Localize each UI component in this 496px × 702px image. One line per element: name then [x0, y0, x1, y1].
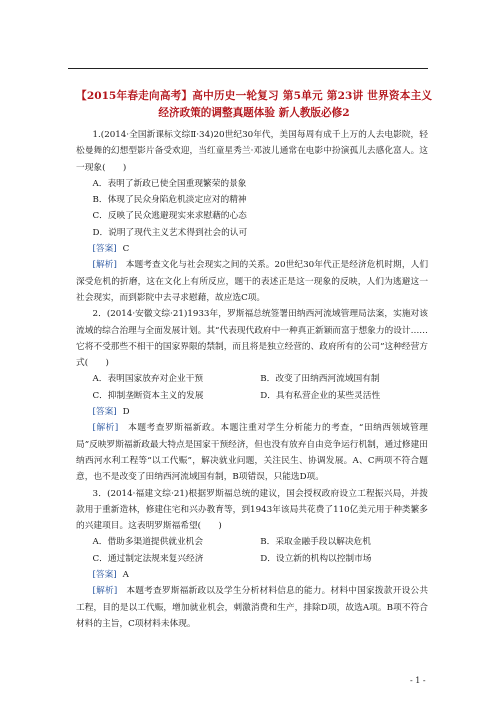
q3-option-d: D．设立新的机构以控制市场	[260, 553, 372, 564]
q1-option-c: C．反映了民众逃避现实来求慰藉的心态	[92, 211, 247, 222]
q3-analysis	[76, 583, 428, 632]
answer-value: A	[122, 570, 129, 581]
q1-stem: 1.(2014·全国新课标文综Ⅱ·34)20世纪30年代，美国每周有成千上万的人去电影院，轻松曼舞的幻想型影片备受欢迎，当红童星秀兰·邓波儿通常在电影中扮演孤儿去感化富人。这一现象( )	[76, 130, 428, 173]
q2-option-a: A．表明国家放弃对企业干预	[92, 374, 204, 385]
analysis-tag: [解析]	[92, 423, 119, 434]
q2-answer	[76, 404, 428, 420]
q1-option-a: A．表明了新政已使全国重现繁荣的景象	[92, 178, 247, 189]
q3-option-b: B．采取金融手段以解决危机	[260, 537, 371, 548]
q1-analysis	[76, 257, 428, 306]
analysis-tag: [解析]	[92, 586, 118, 597]
analysis-text: 本题考查罗斯福新政以及学生分析材料信息的能力。材料中国家拨款开设公共工程，目的是以工代赈，增加就业机会，刺激消费和生产，排除D项，故选A项。B项不符合材料的主旨，C项材料未体现。	[76, 586, 429, 629]
q2-option-b: B．改变了田纳西河流域国有制	[260, 374, 380, 385]
q3-options-row-1	[76, 534, 428, 550]
header-rule	[68, 68, 428, 69]
analysis-text: 本题考查文化与社会现实之间的关系。20世纪30年代正是经济危机时期，人们深受危机的折磨，这在文化上有所反应，题干的表述正是这一现象的反映，人们为逃避这一社会现实，而到影院中去寻求慰藉，故应选C项。	[76, 260, 429, 303]
answer-value: C	[122, 244, 130, 255]
q3-answer	[76, 567, 428, 583]
q2-option-c: C．抑制垄断资本主义的发展	[92, 390, 204, 401]
q3-stem: 3．(2014·福建文综·21)根据罗斯福总统的建议，国会授权政府设立工程振兴局，并拨款用于重新造林，修建住宅和兴办教育等，到1943年该局共花费了110亿美元用于种类繁多的兴建项目。这表明罗斯福希望( )	[76, 488, 428, 532]
document-title: 【2015年春走向高考】高中历史一轮复习 第5单元 第23讲 世界资本主义经济政策的调整真题体验 新人教版必修2	[76, 90, 432, 119]
q1-option-b: B．体现了民众身陷危机淡定应对的精神	[92, 195, 247, 206]
q3-options-row-2	[76, 551, 428, 567]
q2-options-row-1	[76, 371, 428, 387]
answer-value: D	[122, 407, 130, 418]
q2-options-row-2	[76, 388, 428, 404]
q2-option-d: D．具有私营企业的某些灵活性	[260, 390, 381, 401]
answer-tag: [答案]	[92, 244, 117, 255]
answer-tag: [答案]	[92, 570, 117, 581]
page-number: - 1 -	[410, 676, 426, 685]
document-body	[76, 127, 428, 632]
q3-option-a: A．借助多渠道提供就业机会	[92, 537, 204, 548]
answer-tag: [答案]	[92, 407, 117, 418]
q2-analysis	[76, 420, 428, 485]
q1-option-d: D．说明了现代主义艺术得到社会的认可	[92, 227, 248, 238]
q3-option-c: C．通过制定法规来复兴经济	[92, 553, 204, 564]
q1-answer	[76, 241, 428, 257]
analysis-text: 本题考查罗斯福新政。本题注重对学生分析能力的考查，“田纳西领域管理局”反映罗斯福新政最大特点是国家干预经济，但也没有放弃自由竞争运行机制，通过修建田纳西河水利工程等“以工代赈”，解决就业问题，关注民生、协调发展。A、C两项不符合题意，也不是改变了田纳西河流域国有制，B项错误，只能选D项。	[76, 423, 428, 483]
q2-stem: 2．(2014·安徽文综·21)1933年，罗斯福总统签署田纳西河流域管理局法案，实施对该流域的综合治理与全面发展计划。其“代表现代政府中一种真正新颖而富于想象力的设计……它将不受那些不相干的国家界限的禁制，而且将是独立经营的、政府所有的公司”这种经营方式( )	[76, 309, 428, 369]
analysis-tag: [解析]	[92, 260, 117, 271]
